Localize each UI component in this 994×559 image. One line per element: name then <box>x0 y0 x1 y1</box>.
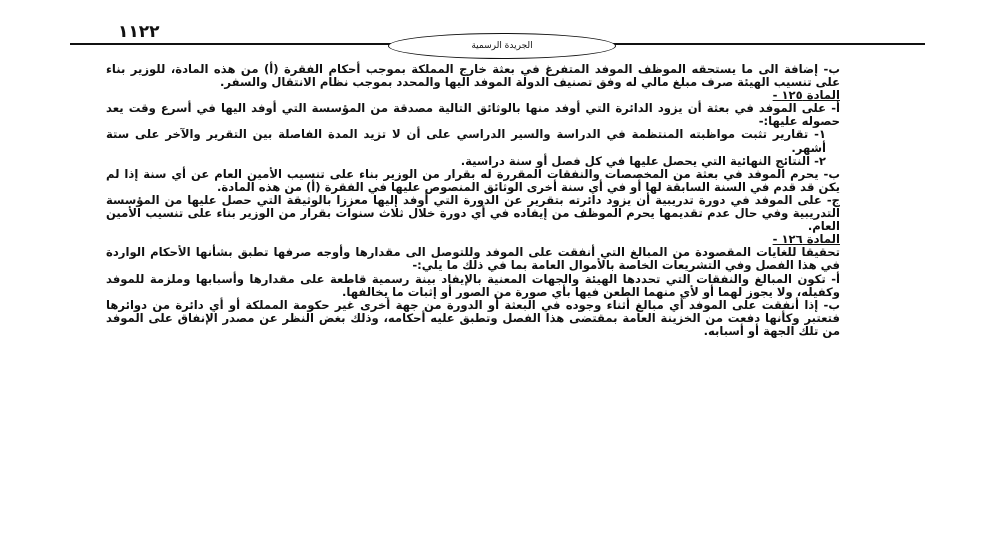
paragraph-126-a: أ- تكون المبالغ والنفقات التي تحددها الهيئة والجهات المعنية بالإيفاد بينة رسمية قاطعة على مقدارها وأسبابها وملزمة للموفد وكفيله، ولا يجوز لهما أو لأي منهما الطعن فيها بأي صورة من الصور أو إثبات ما يخالفها. <box>106 271 840 299</box>
journal-name-badge: الجريدة الرسمية <box>388 33 616 59</box>
page-number: ١١٢٢ <box>118 22 160 42</box>
article-126-heading: المادة ١٢٦ - <box>772 232 840 247</box>
article-125-heading: المادة ١٢٥ - <box>772 88 840 103</box>
paragraph-126-intro: تحقيقا للغايات المقصودة من المبالغ التي أنفقت على الموفد وللتوصل الى مقدارها وأوجه صرفها تطبق بشأنها الأحكام الواردة في هذا الفصل وفي التشريعات الخاصة بالأموال العامة بما في ذلك ما يلي:- <box>106 245 840 273</box>
document-body <box>106 63 840 338</box>
paragraph-125-b: ب- يحرم الموفد في بعثة من المخصصات والنفقات المقررة له بقرار من الوزير بناء على تنسيب الأمين العام عن أي سنة إذا لم يكن قد قدم في السنة السابقة لها أو في أي سنة أخرى الوثائق المنصوص عليها في الفقرة (أ) من هذه المادة. <box>106 166 840 194</box>
paragraph-125-a-1: ١- تقارير تثبت مواظبته المنتظمة في الدراسة والسير الدراسي على أن لا تزيد المدة الفاصلة بين التقرير والآخر على ستة أشهر. <box>106 127 826 155</box>
paragraph-125-a: أ- على الموفد في بعثة أن يزود الدائرة التي أوفد منها بالوثائق التالية مصدقة من المؤسسة التي أوفد اليها في أسرع وقت يعد حصوله عليها:- <box>106 101 840 129</box>
paragraph-125-c: ج- على الموفد في دورة تدريبية أن يزود دائرته بتقرير عن الدورة التي أوفد إليها معززا بالوثيقة التي حصل عليها من المؤسسة التدريبية وفي حال عدم تقديمها يحرم الموظف من إيفاده في أي دورة خلال ثلاث سنوات بقرار من الوزير بناء على تنسيب الأمين العام. <box>106 192 840 234</box>
paragraph-126-b: ب- إذا أنفقت على الموفد أي مبالغ أثناء وجوده في البعثة أو الدورة من جهة أخرى غير حكومة المملكة أو أي دائرة من دوائرها فتعتبر وكأنها دفعت من الخزينة العامة بمقتضى هذا الفصل وتطبق عليه أحكامه، وذلك بغض النظر عن مصدر الإنفاق على الموفد من تلك الجهة أو أسبابه. <box>106 297 840 338</box>
paragraph-124-b: ب- إضافة الى ما يستحقه الموظف الموفد المتفرغ في بعثة خارج المملكة بموجب أحكام الفقرة (أ) من هذه المادة، للوزير بناء على تنسيب الهيئة صرف مبلغ مالي له وفق تصنيف الدولة الموفد اليها والمحدد بموجب نظام الانتقال والسفر. <box>106 62 840 90</box>
paragraph-125-a-2: ٢- النتائج النهائية التي يحصل عليها في كل فصل أو سنة دراسية. <box>460 153 826 168</box>
